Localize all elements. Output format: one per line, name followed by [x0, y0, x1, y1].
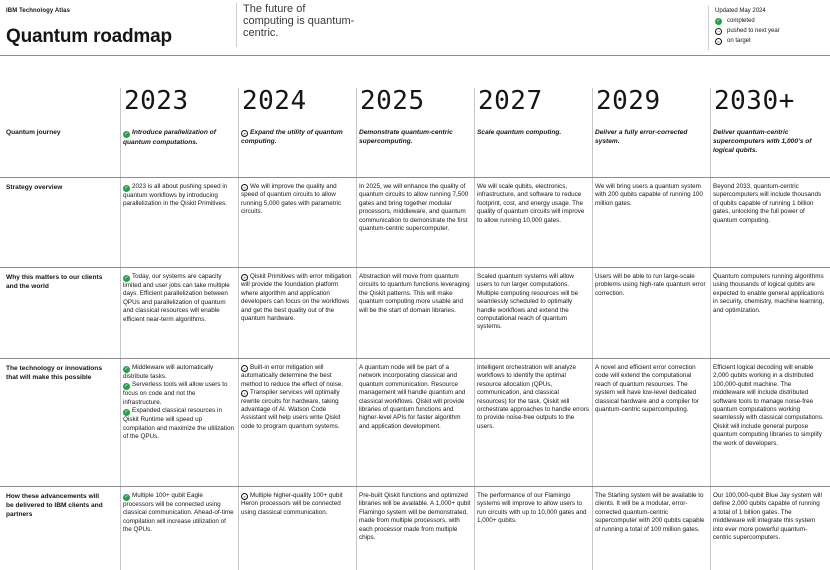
column-divider: [474, 88, 475, 570]
check-circle-icon: ✓: [124, 494, 129, 500]
header-divider: [0, 55, 830, 56]
row-divider: [0, 486, 830, 487]
tagline: The future of computing is quantum-centric.: [236, 3, 356, 47]
journey-goal: » Expand the utility of quantum computing.: [241, 129, 343, 145]
why-cell: Scaled quantum systems will allow users to run larger computations. Multiple computing resources will be seamlessly scheduled to optimally handle workflows and extend the computational reach of quantum systems.: [477, 273, 579, 331]
year-heading: 2027: [478, 86, 543, 116]
tech-item: » Built-in error mitigation will automatically determine the best method to reduce the effect of noise.: [241, 364, 344, 388]
tech-item: ✓ Middleware will automatically distribute tasks.: [123, 364, 214, 380]
why-cell: Users will be able to run large-scale problems using high-rate quantum error correction.: [595, 273, 706, 297]
delivery-cell: ✓ Multiple 100+ qubit Eagle processors will be connected using classical communication. Ahead-of-time compilation will increase utilization of the QPUs.: [123, 492, 234, 534]
legend-pushed: → pushed to next year: [716, 27, 780, 34]
legend-on-target: » on target: [715, 36, 828, 46]
tech-item: ✓ Expanded classical resources in Qiskit Runtime will speed up compilation and maximize the utilization of the QPUs.: [123, 407, 234, 441]
tech-cell: [241, 364, 353, 431]
strategy-cell: We will bring users a quantum system with 200 qubits capable of running 100 million gates.: [595, 183, 703, 207]
check-circle-icon: ✓: [124, 366, 129, 372]
strategy-cell: ✓ 2023 is all about pushing speed in quantum workflows by introducing parallelization in the Qiskit Primitives.: [123, 183, 228, 208]
column-divider: [356, 88, 357, 570]
check-circle-icon: ✓: [124, 275, 129, 281]
check-circle-icon: ✓: [124, 409, 129, 416]
strategy-cell: Beyond 2033, quantum-centric supercomputers will include thousands of qubits capable of running 1 billion gates, unlocking the full power of quantum computing.: [713, 183, 822, 224]
strategy-cell: » We will improve the quality and speed of quantum circuits to allow running 5,000 gates with parametric circuits.: [241, 183, 342, 216]
column-divider: [238, 88, 239, 570]
delivery-cell: The performance of our Flamingo systems will improve to allow users to run circuits with up to 10,000 gates and 1,000+ qubits.: [477, 492, 587, 525]
legend: [708, 6, 828, 50]
legend-completed: ✓ completed: [716, 17, 755, 24]
journey-goal: Scale quantum computing.: [477, 129, 562, 136]
tech-item: ✓ Serverless tools will allow users to focus on code and not the infrastructure.: [123, 381, 228, 406]
page-title: Quantum roadmap: [6, 26, 172, 47]
delivery-cell: The Starling system will be available to clients. It will be a modular, error-corrected quantum-centric supercomputer with 200 qubits capable of running a total of 100 million gates.: [595, 492, 705, 533]
tech-cell: [123, 364, 235, 441]
delivery-cell: » Multiple higher-quality 100+ qubit Heron processors will be connected using classical communication.: [241, 492, 343, 516]
column-divider: [120, 88, 121, 570]
check-circle-icon: ✓: [716, 17, 721, 24]
tech-cell: A novel and efficient error correction code will extend the computational reach of quantum resources. The system will have low-level dedicated classical hardware and a compiler for quantum-centric supercomputing.: [595, 364, 699, 414]
delivery-cell: Our 100,000-qubit Blue Jay system will define 2,000 qubits capable of running a total of 1 billion gates. The middleware will integrate this system into ever more powerful quantum-centric supercomputers.: [713, 492, 822, 542]
double-chevron-circle-icon: »: [241, 184, 248, 191]
why-cell: » Qiskit Primitives with error mitigation will provide the foundation platform where algorithm and application developers can focus on the workflows and get the best quality out of the quantum hardware.: [241, 273, 352, 323]
why-cell: Abstraction will move from quantum circuits to quantum functions leveraging the Qiskit patterns. This will make quantum computing more usable and will be the start of domain libraries.: [359, 273, 470, 314]
check-circle-icon: ✓: [124, 131, 129, 137]
journey-goal: ✓ Introduce parallelization of quantum computations.: [123, 129, 216, 146]
year-heading: 2025: [360, 86, 425, 116]
why-cell: ✓ Today, our systems are capacity limited and user jobs can take multiple days. Efficient parallelization between QPUs and parallelization of quantum and classical resources will enable efficient near-term algorithms.: [123, 273, 230, 323]
double-chevron-circle-icon: »: [715, 38, 722, 45]
tech-item: » Transpiler services will optimally rewrite circuits for hardware, taking advantage of AI. Watson Code Assistant will help users write Qiskit code to program quantum systems.: [241, 389, 341, 430]
arrow-right-circle-icon: →: [716, 27, 721, 34]
row-divider: [0, 267, 830, 268]
journey-goal: Deliver quantum-centric supercomputers with 1,000’s of logical qubits.: [713, 129, 812, 154]
double-chevron-circle-icon: »: [241, 274, 248, 281]
row-label-strategy: Strategy overview: [6, 184, 63, 191]
check-circle-icon: ✓: [124, 185, 129, 191]
why-cell: Quantum computers running algorithms using thousands of logical qubits are expected to enable general applications in security, chemistry, machine learning, and optimization.: [713, 273, 825, 314]
row-label-tech: The technology or innovations that will make this possible: [6, 365, 102, 381]
row-label-why: Why this matters to our clients and the world: [6, 274, 103, 290]
updated-label: Updated May 2024: [715, 8, 766, 14]
row-label-delivery: How these advancements will be delivered to IBM clients and partners: [6, 493, 103, 518]
check-circle-icon: ✓: [124, 383, 129, 390]
year-heading: 2024: [242, 86, 307, 116]
double-chevron-circle-icon: »: [241, 130, 248, 137]
column-divider: [710, 88, 711, 570]
row-divider: [0, 358, 830, 359]
strategy-cell: We will scale qubits, electronics, infrastructure, and software to reduce footprint, cost, and energy usage. The quality of quantum circuits will improve to allow running 10,000 gates.: [477, 183, 585, 224]
double-chevron-circle-icon: »: [241, 365, 248, 372]
journey-goal: Deliver a fully error-corrected system.: [595, 129, 688, 145]
row-divider: [0, 177, 830, 178]
double-chevron-circle-icon: »: [241, 390, 248, 397]
tech-cell: Efficient logical decoding will enable 2,000 qubits working in a distributed 100,000-qubit machine. The middleware will include distributed software tools to manage noise-free quantum computations working seamlessly with classical computations. Qiskit will include general purpose quantum computing libraries to simplify the work of developers.: [713, 364, 824, 447]
delivery-cell: Pre-built Qiskit functions and optimized libraries will be available. A 1,000+ qubit Flamingo system will be demonstrated, made from multiple processors, with each processor made from multiple chips.: [359, 492, 471, 542]
year-heading: 2030+: [714, 86, 795, 116]
brand-label: IBM Technology Atlas: [6, 8, 71, 14]
row-label-journey: Quantum journey: [6, 129, 61, 136]
tech-cell: Intelligent orchestration will analyze workflows to identify the optimal resource allocation (QPUs, communication, and classical resources) for the task. Qiskit will orchestrate approaches to handle errors to provide noise-free outputs to the users.: [477, 364, 590, 430]
year-heading: 2023: [124, 86, 189, 116]
strategy-cell: In 2025, we will enhance the quality of quantum circuits to allow running 7,500 gates and bring together modular processors, middleware, and quantum communication to demonstrate the first quantum-centric supercomputer.: [359, 183, 469, 233]
tech-cell: A quantum node will be part of a network incorporating classical and quantum communication. Resource management will handle quantum and classical workflows. Qiskit will provide libraries of quantum functions and higher-level APIs for faster algorithm and application development.: [359, 364, 466, 430]
year-heading: 2029: [596, 86, 661, 116]
double-chevron-circle-icon: »: [241, 493, 248, 500]
journey-goal: Demonstrate quantum-centric supercomputing.: [359, 129, 453, 145]
column-divider: [592, 88, 593, 570]
